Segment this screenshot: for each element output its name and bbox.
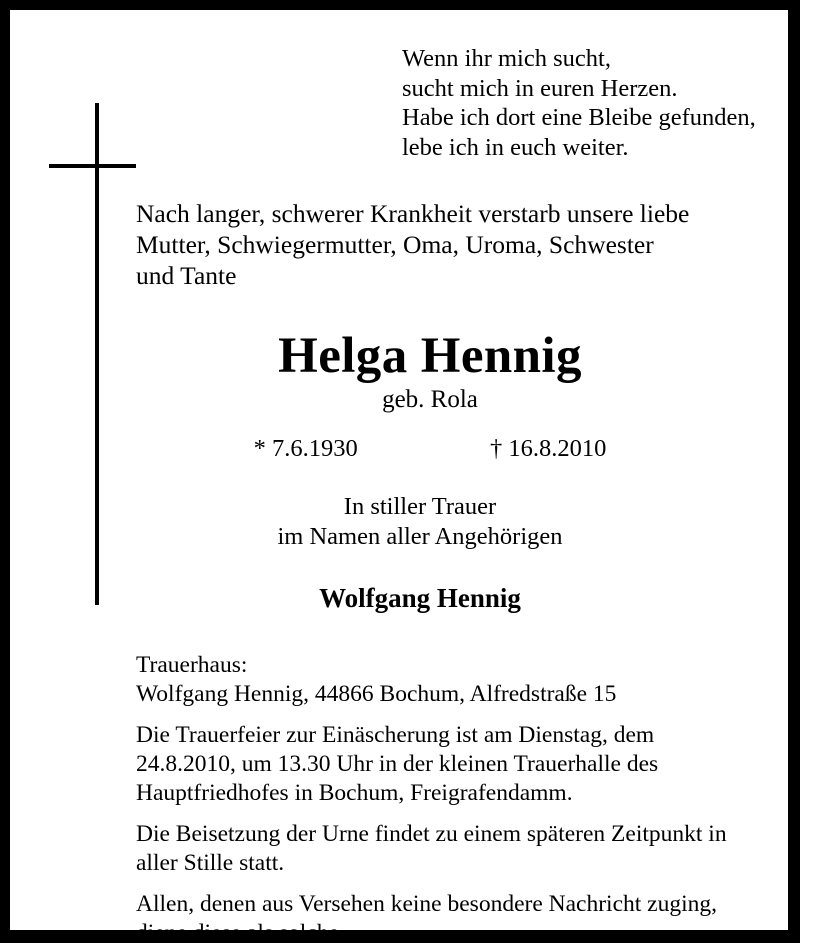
ceremony-block <box>136 721 796 808</box>
deceased-maiden-name: geb. Rola <box>382 386 478 413</box>
intro-line: und Tante <box>136 261 237 290</box>
general-notice-block <box>136 890 796 948</box>
cross-horizontal-bar <box>49 164 136 168</box>
life-dates <box>20 435 840 463</box>
general-notice-line: diene diese als solche. <box>136 920 345 946</box>
death-date: † 16.8.2010 <box>490 435 607 462</box>
announcement-intro <box>136 198 786 291</box>
mourning-house-address: Wolfgang Hennig, 44866 Bochum, Alfredstraße 15 <box>136 681 617 707</box>
deceased-name-block <box>20 328 840 415</box>
mourning-line: In stiller Trauer <box>343 493 497 520</box>
urn-burial-block <box>136 820 796 878</box>
mourning-house-block <box>136 651 796 709</box>
epitaph-poem <box>402 44 756 162</box>
urn-burial-line: Die Beisetzung der Urne findet zu einem späteren Zeitpunkt in <box>136 821 727 847</box>
birth-date: * 7.6.1930 <box>253 435 358 462</box>
poem-line: sucht mich in euren Herzen. <box>402 74 678 102</box>
ceremony-line: Hauptfriedhofes in Bochum, Freigrafendamm. <box>136 780 573 806</box>
intro-line: Nach langer, schwerer Krankheit verstarb unsere liebe <box>136 199 690 228</box>
deceased-name: Helga Hennig <box>278 328 582 384</box>
mourning-statement <box>20 492 820 552</box>
urn-burial-line: aller Stille statt. <box>136 850 285 876</box>
ceremony-line: 24.8.2010, um 13.30 Uhr in der kleinen Trauerhalle des <box>136 751 659 777</box>
obituary-notice-page <box>10 10 788 946</box>
funeral-details <box>136 651 796 948</box>
poem-line: Wenn ihr mich sucht, <box>402 45 611 72</box>
mourning-house-label: Trauerhaus: <box>136 652 248 678</box>
surviving-relative-name: Wolfgang Hennig <box>319 583 521 613</box>
mourning-line: im Namen aller Angehörigen <box>277 523 563 550</box>
poem-line: lebe ich in euch weiter. <box>402 133 629 161</box>
intro-line: Mutter, Schwiegermutter, Oma, Uroma, Schwester <box>136 230 654 259</box>
general-notice-line: Allen, denen aus Versehen keine besondere Nachricht zuging, <box>136 891 717 917</box>
poem-line: Habe ich dort eine Bleibe gefunden, <box>402 104 756 131</box>
ceremony-line: Die Trauerfeier zur Einäscherung ist am Dienstag, dem <box>136 722 655 748</box>
